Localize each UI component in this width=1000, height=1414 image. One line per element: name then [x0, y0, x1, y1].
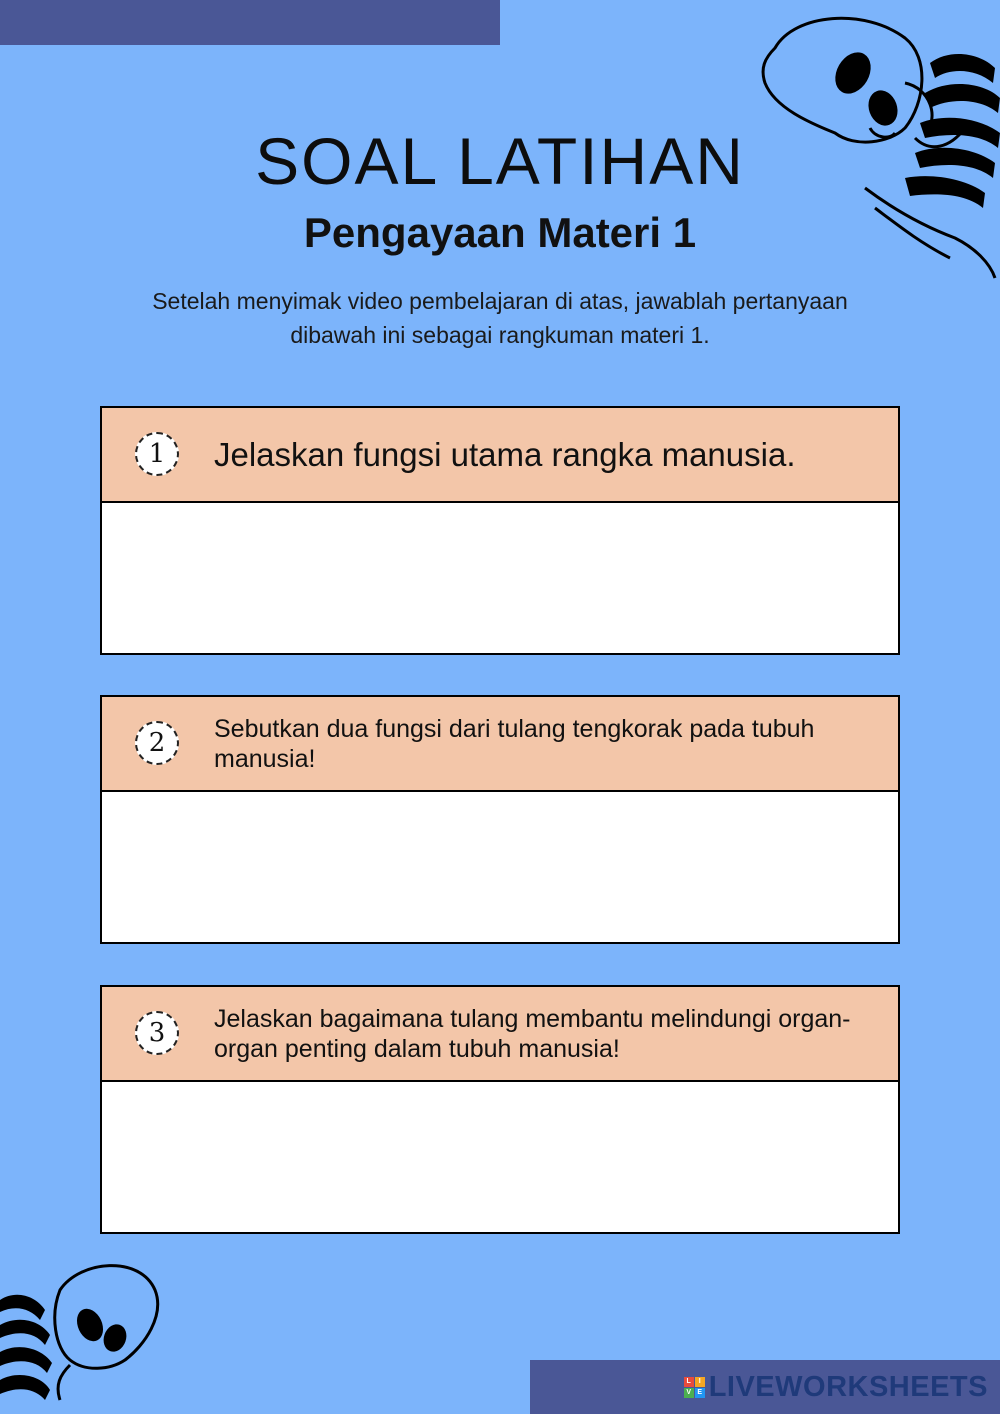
intro-text: Setelah menyimak video pembelajaran di atas, jawablah pertanyaan dibawah ini sebagai rangkuman materi 1. — [152, 288, 848, 348]
brand-name: LIVEWORKSHEETS — [708, 1371, 988, 1403]
liveworksheets-logo-icon — [684, 1377, 705, 1398]
question-number-badge: 1 — [135, 432, 179, 476]
question-card-2 — [100, 695, 900, 944]
question-text: Jelaskan fungsi utama rangka manusia. — [214, 435, 796, 473]
question-header — [102, 987, 898, 1082]
skeleton-bottom-left-icon — [0, 1260, 165, 1414]
question-card-1 — [100, 406, 900, 655]
page-title: SOAL LATIHAN — [255, 124, 745, 198]
logo-letter: E — [695, 1388, 705, 1398]
logo-letter: I — [695, 1377, 705, 1387]
question-header — [102, 408, 898, 503]
question-number-badge: 3 — [135, 1011, 179, 1055]
question-text-container — [214, 987, 858, 1080]
question-card-3 — [100, 985, 900, 1234]
question-number-badge: 2 — [135, 721, 179, 765]
logo-letter: V — [684, 1388, 694, 1398]
answer-box[interactable] — [102, 1082, 898, 1232]
question-text-container — [214, 408, 858, 501]
top-accent-bar — [0, 0, 500, 45]
liveworksheets-brand[interactable] — [684, 1371, 988, 1404]
answer-box[interactable] — [102, 792, 898, 942]
logo-letter: L — [684, 1377, 694, 1387]
question-text: Jelaskan bagaimana tulang membantu melindungi organ-organ penting dalam tubuh manusia! — [214, 1004, 851, 1063]
question-text-container — [214, 697, 858, 790]
page-subtitle: Pengayaan Materi 1 — [303, 209, 697, 256]
question-header — [102, 697, 898, 792]
question-text: Sebutkan dua fungsi dari tulang tengkorak pada tubuh manusia! — [214, 714, 815, 773]
answer-box[interactable] — [102, 503, 898, 653]
